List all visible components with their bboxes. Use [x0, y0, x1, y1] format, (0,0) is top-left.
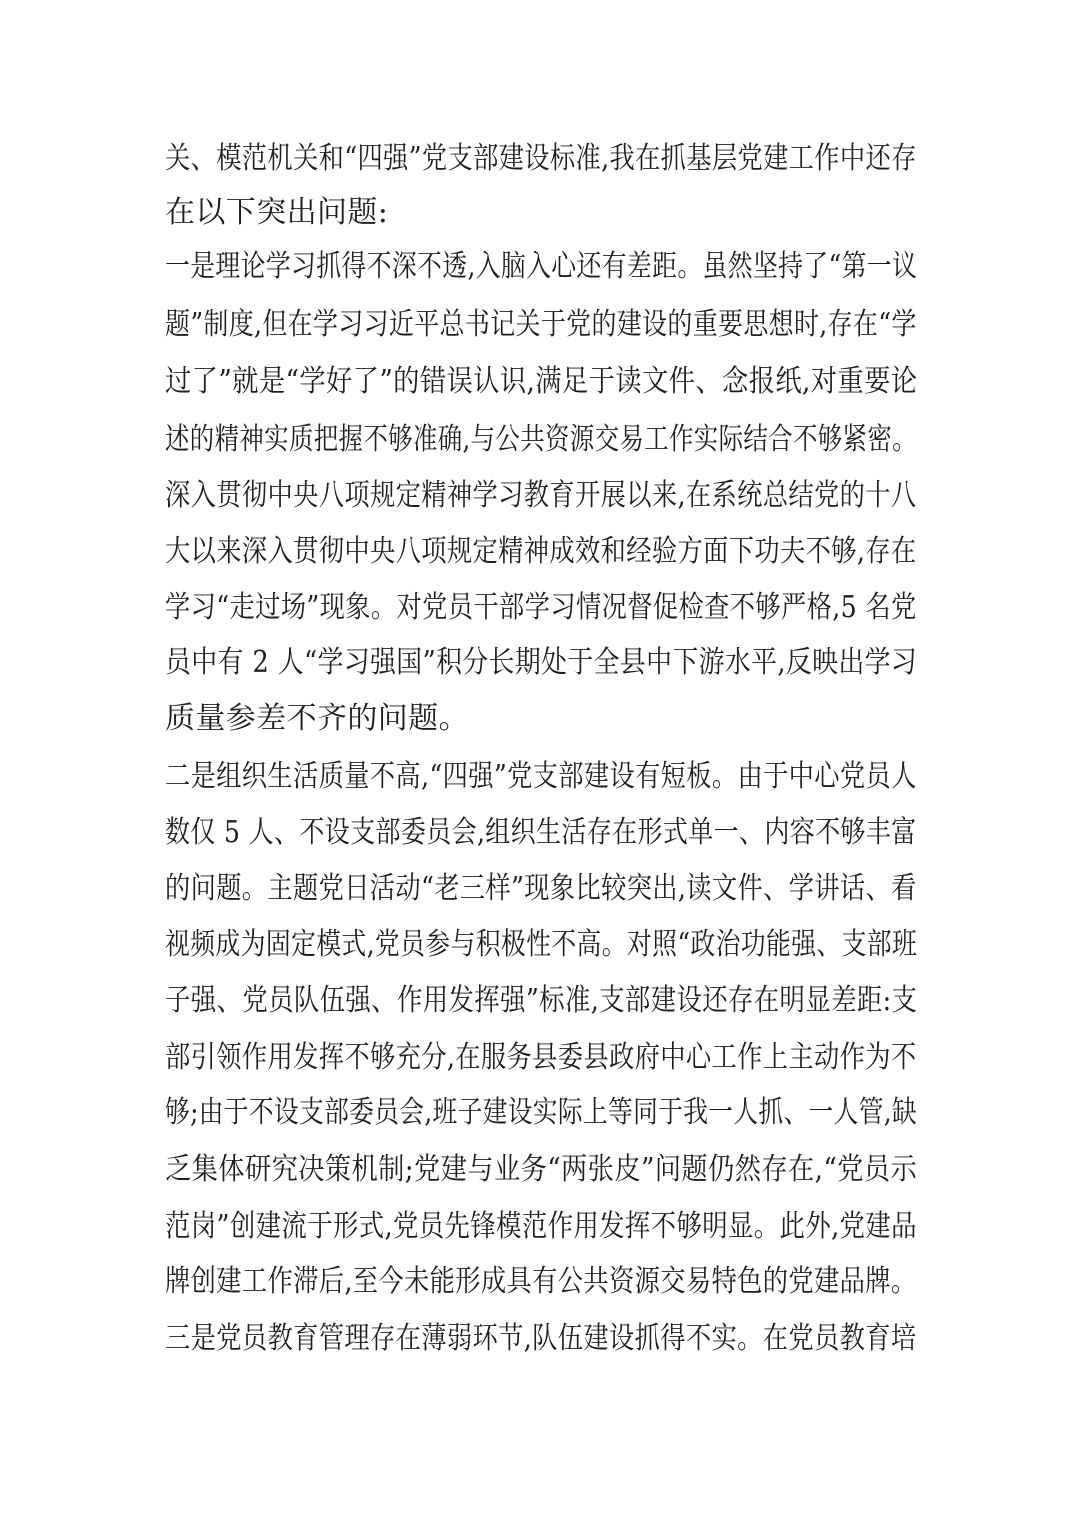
text-line: 一是理论学习抓得不深不透,入脑入心还有差距。虽然坚持了“第一议	[165, 249, 918, 284]
text-line: 范岗”创建流于形式,党员先锋模范作用发挥不够明显。此外,党建品	[165, 1209, 917, 1244]
text-line: 二是组织生活质量不高,“四强”党支部建设有短板。由于中心党员人	[165, 759, 917, 794]
text-line: 质量参差不齐的问题。	[165, 701, 469, 736]
text-line: 子强、党员队伍强、作用发挥强”标准,支部建设还存在明显差距:支	[165, 983, 918, 1018]
text-line: 深入贯彻中央八项规定精神学习教育开展以来,在系统总结党的十八	[165, 478, 917, 513]
text-line: 大以来深入贯彻中央八项规定精神成效和经验方面下功夫不够,存在	[165, 534, 917, 569]
text-line: 过了”就是“学好了”的错误认识,满足于读文件、念报纸,对重要论	[165, 364, 918, 399]
text-line: 题”制度,但在学习习近平总书记关于党的建设的重要思想时,存在“学	[165, 307, 917, 342]
text-line: 在以下突出问题:	[165, 195, 389, 230]
text-line: 的问题。主题党日活动“老三样”现象比较突出,读文件、学讲话、看	[165, 871, 917, 906]
text-line: 够;由于不设支部委员会,班子建设实际上等同于我一人抓、一人管,缺	[165, 1095, 918, 1130]
text-line: 数仅 5 人、不设支部委员会,组织生活存在形式单一、内容不够丰富	[165, 815, 917, 850]
text-line: 视频成为固定模式,党员参与积极性不高。对照“政治功能强、支部班	[165, 927, 918, 962]
text-line: 乏集体研究决策机制;党建与业务“两张皮”问题仍然存在,“党员示	[165, 1152, 918, 1187]
text-line: 述的精神实质把握不够准确,与公共资源交易工作实际结合不够紧密。	[165, 422, 917, 457]
text-line: 部引领作用发挥不够充分,在服务县委县政府中心工作上主动作为不	[165, 1040, 917, 1075]
text-line: 学习“走过场”现象。对党员干部学习情况督促检查不够严格,5 名党	[165, 590, 917, 625]
text-line: 三是党员教育管理存在薄弱环节,队伍建设抓得不实。在党员教育培	[165, 1321, 917, 1356]
text-line: 牌创建工作滞后,至今未能形成具有公共资源交易特色的党建品牌。	[165, 1264, 917, 1299]
text-line: 员中有 2 人“学习强国”积分长期处于全县中下游水平,反映出学习	[165, 645, 918, 680]
text-line: 关、模范机关和“四强”党支部建设标准,我在抓基层党建工作中还存	[165, 141, 917, 176]
